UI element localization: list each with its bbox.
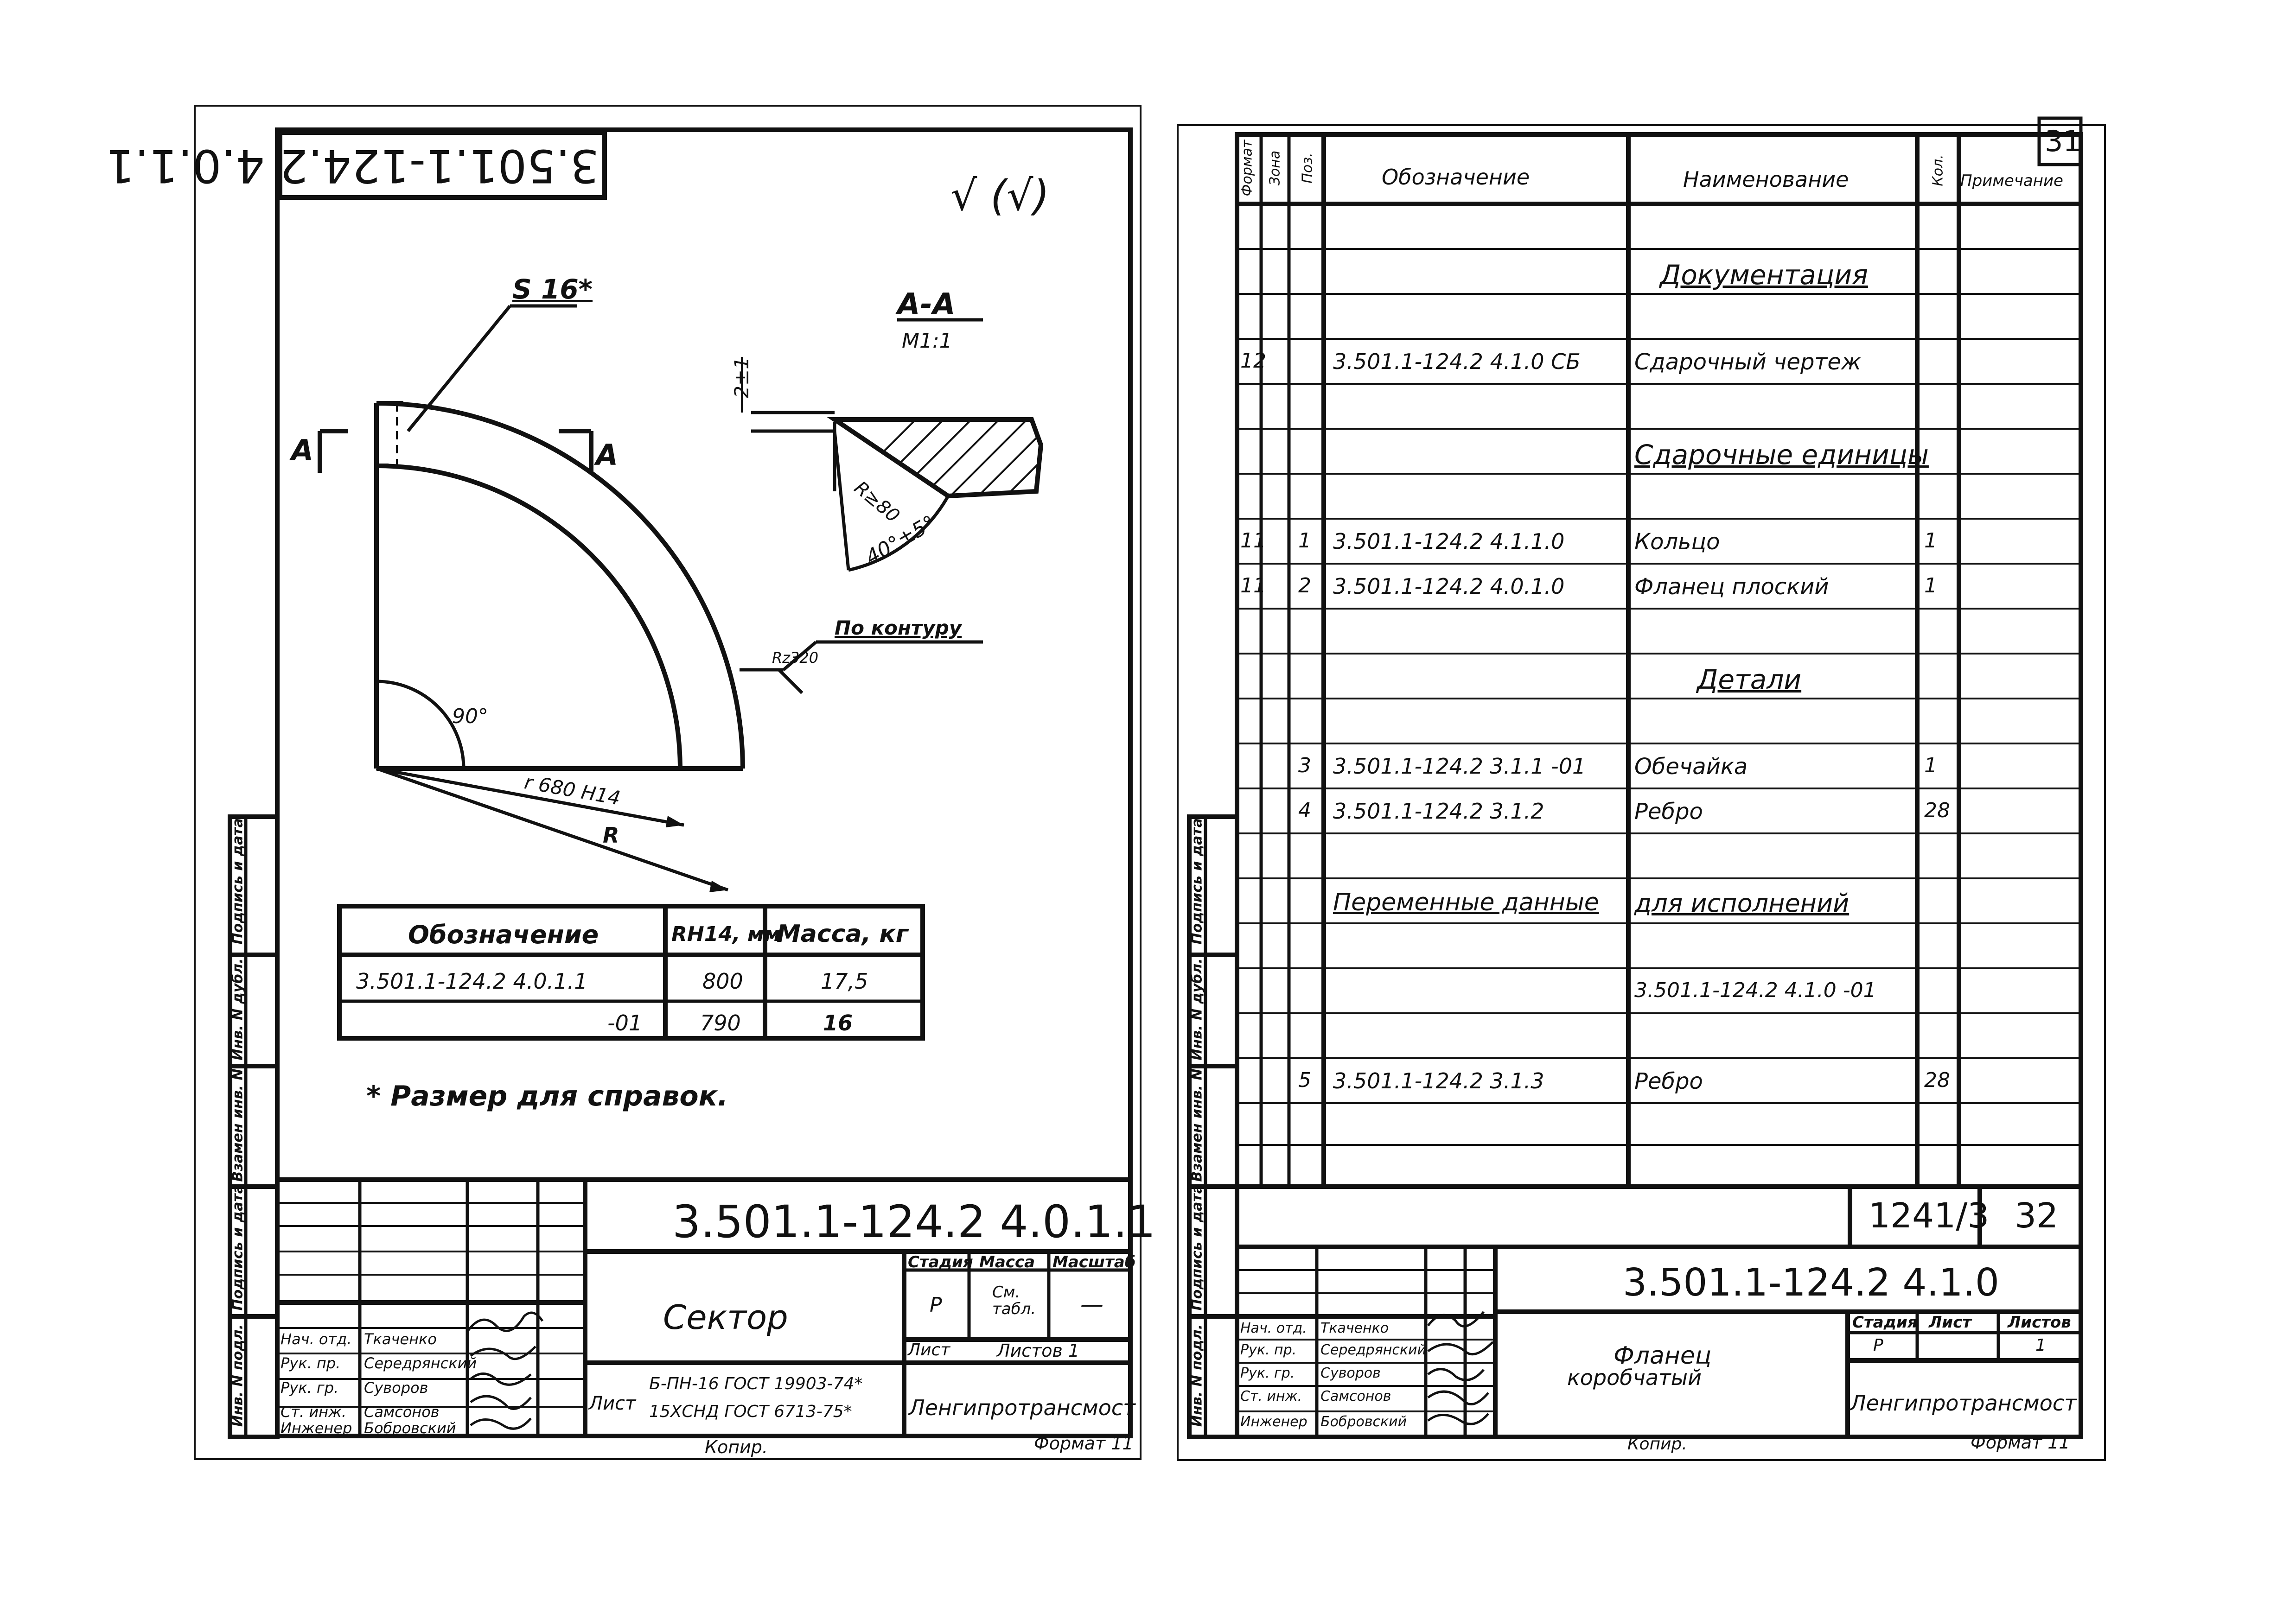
left-table-row1-mass: 17,5 (821, 969, 868, 994)
left-table-row1-rh: 800 (702, 969, 743, 994)
left-table-header-mass: Масса, кг (777, 920, 908, 948)
spec-row-name: Документация (1660, 259, 1868, 291)
spec-row-name: Сдарочные единицы (1634, 439, 1929, 470)
section-mark-left: А (291, 433, 313, 467)
spec-row-pos: 3 (1298, 754, 1311, 777)
spec-header-designation: Обозначение (1382, 165, 1530, 190)
spec-header-qty: Кол. (1930, 154, 1946, 186)
spec-row-qty: 28 (1924, 799, 1950, 822)
sector-drawing (320, 306, 983, 892)
left-material-line-1: Б-ПН-16 ГОСТ 19903-74* (649, 1374, 863, 1393)
dim-angle: 40°±5° (861, 511, 940, 570)
spec-row-name: Сдарочный чертеж (1634, 349, 1862, 375)
spec-row-qty: 28 (1924, 1068, 1950, 1092)
spec-row-name: 3.501.1-124.2 4.1.0 -01 (1634, 978, 1876, 1002)
dim-r-ge-80: R≥80 (850, 477, 904, 527)
section-scale: М1:1 (902, 329, 952, 353)
left-part-name: Сектор (663, 1298, 788, 1337)
left-copy-label: Копир. (705, 1437, 768, 1457)
right-doc-code: 3.501.1-124.2 4.1.0 (1623, 1261, 2000, 1305)
right-name-3: Суворов (1320, 1365, 1381, 1381)
left-side-label-3: Взамен инв. N (230, 1068, 246, 1182)
spec-row-pos: 2 (1298, 574, 1311, 597)
left-role-3: Рук. гр. (281, 1379, 339, 1397)
left-table-row1-designation: 3.501.1-124.2 4.0.1.1 (356, 969, 588, 994)
left-name-1: Ткаченко (364, 1330, 437, 1348)
left-stage-value: Р (930, 1293, 942, 1317)
left-side-label-4: Подпись и дата (230, 1184, 246, 1311)
right-side-label-5: Инв. N подл. (1189, 1324, 1205, 1427)
right-org: Ленгипротрансмост (1850, 1391, 2077, 1416)
spec-table-lines (1237, 134, 2081, 1187)
right-stage-header: Стадия (1852, 1313, 1918, 1332)
right-sheet-frame (1237, 134, 2081, 1437)
left-org: Ленгипротрансмост (909, 1395, 1135, 1420)
left-sheet-label: Лист (908, 1341, 950, 1360)
dim-2-1: 2±1 (730, 357, 753, 398)
left-table-row2-designation: -01 (607, 1010, 643, 1036)
left-role-4: Ст. инж. (281, 1403, 347, 1421)
spec-row-pos: 4 (1298, 799, 1311, 822)
spec-row-name: Ребро (1634, 1068, 1703, 1094)
right-sheets-value: 1 (2035, 1336, 2046, 1355)
roughness-symbol: √ (√) (950, 172, 1050, 220)
right-role-4: Ст. инж. (1240, 1388, 1302, 1404)
spec-row-code: 3.501.1-124.2 4.0.1.0 (1333, 574, 1565, 599)
left-name-2: Середрянский (364, 1354, 477, 1372)
spec-row-name: Детали (1697, 664, 1802, 695)
left-side-label-5: Инв. N подл. (230, 1324, 246, 1427)
spec-row-format: 11 (1240, 529, 1266, 553)
spec-row-format: 11 (1240, 574, 1266, 597)
right-sheets-header: Листов (2008, 1313, 2071, 1332)
left-role-2: Рук. пр. (281, 1354, 341, 1372)
spec-row-qty: 1 (1924, 529, 1937, 553)
left-role-1: Нач. отд. (281, 1330, 352, 1348)
spec-row-qty: 1 (1924, 754, 1937, 777)
spec-row-name: Фланец плоский (1634, 574, 1829, 600)
right-name-2: Середрянский (1320, 1342, 1426, 1358)
right-format-label: Формат 11 (1971, 1432, 2070, 1453)
left-material-line-2: 15ХСНД ГОСТ 6713-75* (649, 1402, 852, 1421)
right-part-name-1: Фланец (1614, 1342, 1712, 1370)
spec-row-name: для исполнений (1634, 889, 1850, 918)
right-side-label-4: Подпись и дата (1189, 1184, 1205, 1311)
angle-90: 90° (452, 705, 488, 728)
inventory-no: 1241/3 (1869, 1196, 1990, 1236)
right-side-label-2: Инв. N дубл. (1189, 958, 1205, 1061)
spec-row-code: Переменные данные (1333, 889, 1599, 916)
section-mark-right: А (596, 438, 618, 472)
left-table-header-designation: Обозначение (408, 920, 599, 949)
right-role-3: Рук. гр. (1240, 1365, 1295, 1381)
right-sheet-header: Лист (1929, 1313, 1971, 1332)
signatures-left (468, 1313, 542, 1429)
right-side-label-1: Подпись и дата (1189, 818, 1205, 945)
footnote: * Размер для справок. (366, 1080, 728, 1112)
spec-row-code: 3.501.1-124.2 4.1.0 СБ (1333, 349, 1581, 374)
left-scale-header: Масштаб (1052, 1253, 1136, 1271)
spec-row-pos: 5 (1298, 1068, 1311, 1092)
section-title: А-А (897, 287, 956, 322)
spec-row-code: 3.501.1-124.2 4.1.1.0 (1333, 529, 1565, 554)
left-role-5: Инженер (281, 1419, 352, 1437)
left-table-row2-rh: 790 (700, 1010, 741, 1036)
right-copy-label: Копир. (1627, 1435, 1687, 1454)
left-rotated-code: 3.501.1-124.2 4.0.1.1 (106, 139, 599, 192)
right-role-1: Нач. отд. (1240, 1320, 1307, 1336)
spec-header-format: Формат (1239, 140, 1256, 197)
spec-header-note: Примечание (1960, 172, 2063, 190)
left-table-row2-mass: 16 (823, 1010, 853, 1036)
left-name-5: Бобровский (364, 1419, 456, 1437)
left-side-label-2: Инв. N дубл. (230, 958, 246, 1061)
dim-s16: S 16* (512, 273, 593, 305)
contour-note: По контуру (835, 616, 962, 639)
dim-r680: r 680 H14 (523, 770, 622, 810)
page-number: 31 (2045, 124, 2081, 158)
roughness-rz: Rz320 (772, 649, 819, 667)
spec-row-code: 3.501.1-124.2 3.1.1 -01 (1333, 754, 1586, 779)
spec-row-qty: 1 (1924, 574, 1937, 597)
spec-row-code: 3.501.1-124.2 3.1.3 (1333, 1068, 1544, 1093)
spec-row-name: Обечайка (1634, 754, 1748, 780)
left-side-label-1: Подпись и дата (230, 818, 246, 945)
dim-R: R (603, 823, 619, 848)
right-name-1: Ткаченко (1320, 1320, 1389, 1336)
left-mass-value: См. табл. (992, 1283, 1036, 1318)
right-role-2: Рук. пр. (1240, 1342, 1297, 1358)
left-material-label: Лист (589, 1393, 636, 1414)
right-name-4: Самсонов (1320, 1388, 1391, 1404)
spec-header-pos: Поз. (1299, 152, 1316, 184)
right-stage-value: Р (1873, 1336, 1883, 1355)
left-doc-code: 3.501.1-124.2 4.0.1.1 (672, 1196, 1156, 1248)
signatures-right (1428, 1312, 1493, 1424)
spec-row-name: Ребро (1634, 799, 1703, 825)
left-mass-header: Масса (979, 1253, 1035, 1271)
spec-header-zone: Зона (1267, 150, 1283, 186)
right-role-5: Инженер (1240, 1414, 1307, 1430)
spec-row-format: 12 (1240, 349, 1266, 373)
left-format-label: Формат 11 (1034, 1433, 1134, 1454)
spec-row-name: Кольцо (1634, 529, 1720, 555)
right-side-label-3: Взамен инв. N (1189, 1068, 1205, 1182)
left-stage-header: Стадия (908, 1253, 973, 1271)
right-name-5: Бобровский (1320, 1414, 1407, 1430)
left-scale-value: — (1080, 1291, 1103, 1318)
left-name-4: Самсонов (364, 1403, 440, 1421)
left-name-3: Суворов (364, 1379, 428, 1397)
spec-row-code: 3.501.1-124.2 3.1.2 (1333, 799, 1544, 824)
spec-row-pos: 1 (1298, 529, 1311, 553)
right-part-name-2: коробчатый (1567, 1365, 1702, 1390)
left-table-header-rh: RH14, мм (671, 922, 781, 946)
spec-header-name: Наименование (1683, 167, 1849, 192)
sheet-no: 32 (2015, 1196, 2059, 1236)
left-sheets-label: Листов 1 (997, 1341, 1080, 1361)
